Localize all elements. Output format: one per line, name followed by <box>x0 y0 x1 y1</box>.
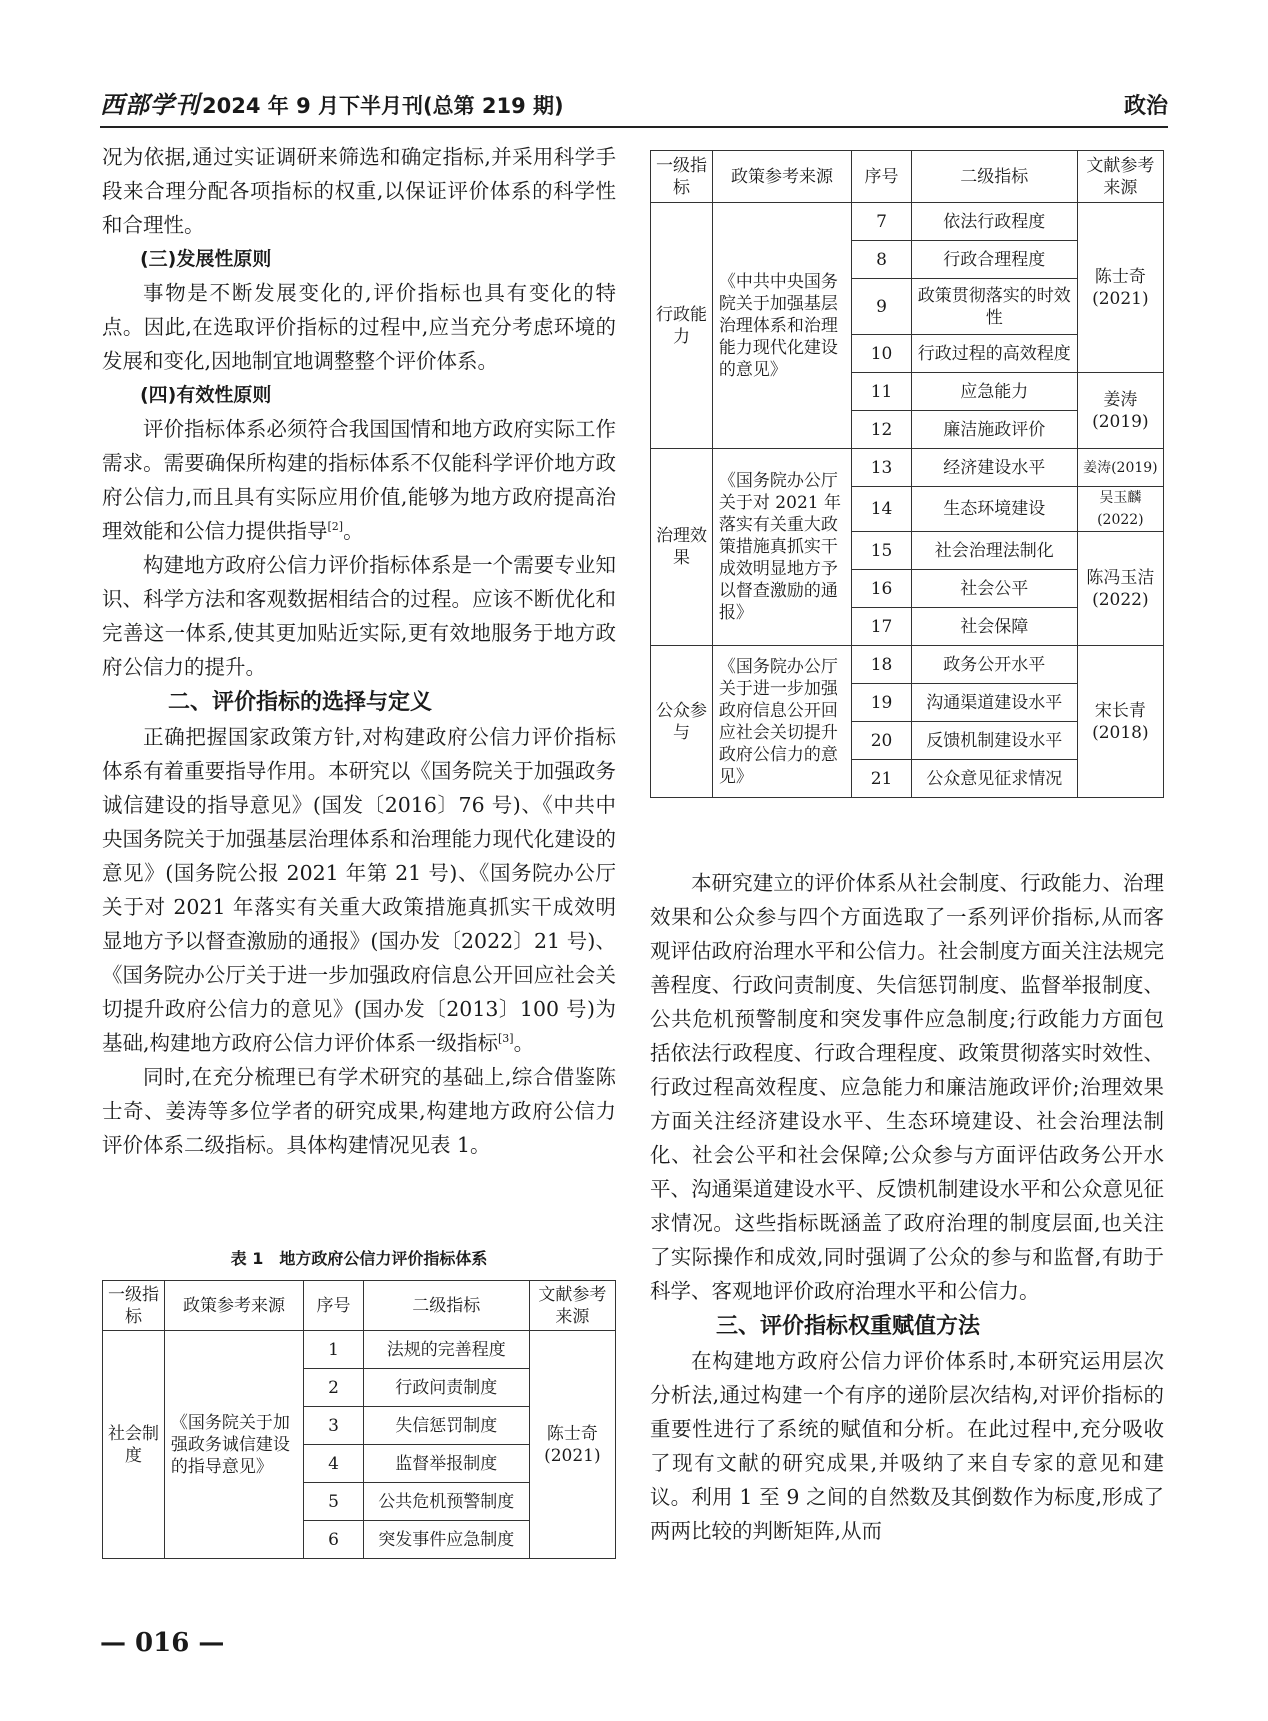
level2-cell: 反馈机制建设水平 <box>911 722 1077 760</box>
level2-cell: 社会公平 <box>911 570 1077 608</box>
index-cell: 3 <box>304 1407 364 1445</box>
table-row <box>651 203 1164 241</box>
level2-cell: 社会治理法制化 <box>911 532 1077 570</box>
table-row <box>651 646 1164 684</box>
journal-logo: 西部学刊 <box>100 90 200 119</box>
level2-cell: 廉洁施政评价 <box>911 411 1077 449</box>
level2-cell: 经济建设水平 <box>911 449 1077 487</box>
table-header: 一级指标 <box>103 1281 165 1331</box>
table-header-row <box>651 151 1164 203</box>
index-cell: 10 <box>852 335 912 373</box>
reference-cell: 陈士奇(2021) <box>529 1331 615 1559</box>
table-header: 文献参考来源 <box>1077 151 1163 203</box>
index-cell: 12 <box>852 411 912 449</box>
reference-cell: 姜涛(2019) <box>1077 373 1163 449</box>
index-cell: 9 <box>852 279 912 335</box>
table-header: 二级指标 <box>911 151 1077 203</box>
section-heading: 三、评价指标权重赋值方法 <box>716 1314 981 1339</box>
level2-cell: 生态环境建设 <box>911 487 1077 532</box>
level2-cell: 政策贯彻落实的时效性 <box>911 279 1077 335</box>
level1-cell: 行政能力 <box>651 203 713 449</box>
level2-cell: 应急能力 <box>911 373 1077 411</box>
level2-cell: 公共危机预警制度 <box>363 1483 529 1521</box>
policy-source-cell: 《中共中央国务院关于加强基层治理体系和治理能力现代化建设的意见》 <box>712 203 851 449</box>
citation: [2] <box>327 520 344 533</box>
indicator-table-part2 <box>650 150 1164 798</box>
index-cell: 15 <box>852 532 912 570</box>
table-header: 序号 <box>304 1281 364 1331</box>
level2-cell: 法规的完善程度 <box>363 1331 529 1369</box>
index-cell: 4 <box>304 1445 364 1483</box>
paragraph-end: 。 <box>513 1031 535 1055</box>
level2-cell: 行政问责制度 <box>363 1369 529 1407</box>
running-header <box>100 84 1168 128</box>
paragraph: 事物是不断发展变化的,评价指标也具有变化的特点。因此,在选取评价指标的过程中,应当充分考虑环境的发展和变化,因地制宜地调整整个评价体系。 <box>102 281 616 373</box>
paragraph: 构建地方政府公信力评价指标体系是一个需要专业知识、科学方法和客观数据相结合的过程。应该不断优化和完善这一体系,使其更加贴近实际,更有效地服务于地方政府公信力的提升。 <box>102 553 616 679</box>
index-cell: 19 <box>852 684 912 722</box>
index-cell: 8 <box>852 241 912 279</box>
reference-cell: 宋长青(2018) <box>1077 646 1163 798</box>
level2-cell: 失信惩罚制度 <box>363 1407 529 1445</box>
paragraph <box>102 412 616 548</box>
issue-info: 2024 年 9 月下半月刊(总第 219 期) <box>202 94 564 118</box>
level1-cell: 社会制度 <box>103 1331 165 1559</box>
index-cell: 17 <box>852 608 912 646</box>
index-cell: 20 <box>852 722 912 760</box>
index-cell: 14 <box>852 487 912 532</box>
table-header: 政策参考来源 <box>164 1281 303 1331</box>
paragraph-text: 评价指标体系必须符合我国国情和地方政府实际工作需求。需要确保所构建的指标体系不仅能科学评价地方政府公信力,而且具有实际应用价值,能够为地方政府提高治理效能和公信力提供指导 <box>102 417 616 543</box>
level2-cell: 公众意见征求情况 <box>911 760 1077 798</box>
index-cell: 1 <box>304 1331 364 1369</box>
table-header: 政策参考来源 <box>712 151 851 203</box>
table-header: 序号 <box>852 151 912 203</box>
level2-cell: 社会保障 <box>911 608 1077 646</box>
reference-cell: 姜涛(2019) <box>1077 449 1163 487</box>
paragraph: 同时,在充分梳理已有学术研究的基础上,综合借鉴陈士奇、姜涛等多位学者的研究成果,构建地方政府公信力评价体系二级指标。具体构建情况见表 1。 <box>102 1065 616 1157</box>
level2-cell: 行政过程的高效程度 <box>911 335 1077 373</box>
index-cell: 2 <box>304 1369 364 1407</box>
table-header: 一级指标 <box>651 151 713 203</box>
level1-cell: 治理效果 <box>651 449 713 646</box>
index-cell: 11 <box>852 373 912 411</box>
level2-cell: 突发事件应急制度 <box>363 1521 529 1559</box>
table-row <box>103 1331 616 1369</box>
reference-cell: 陈士奇(2021) <box>1077 203 1163 373</box>
paragraph: 在构建地方政府公信力评价体系时,本研究运用层次分析法,通过构建一个有序的递阶层次结构,对评价指标的重要性进行了系统的赋值和分析。在此过程中,充分吸收了现有文献的研究成果,并吸纳了来自专家的意见和建议。利用 1 至 9 之间的自然数及其倒数作为标度,形成了两两比较的判断矩阵,从而 <box>650 1349 1164 1543</box>
paragraph: 况为依据,通过实证调研来筛选和确定指标,并采用科学手段来合理分配各项指标的权重,以保证评价体系的科学性和合理性。 <box>102 145 616 237</box>
table-header: 二级指标 <box>363 1281 529 1331</box>
index-cell: 6 <box>304 1521 364 1559</box>
index-cell: 7 <box>852 203 912 241</box>
paragraph-text: 正确把握国家政策方针,对构建政府公信力评价指标体系有着重要指导作用。本研究以《国务院关于加强政务诚信建设的指导意见》(国发〔2016〕76 号)、《中共中央国务院关于加强基层治理体系和治理能力现代化建设的意见》(国务院公报 2021 年第 21 号)、《国务院办公厅关于对 2021 年落实有关重大政策措施真抓实干成效明显地方予以督查激励的通报》(国办发〔2022〕21 号)、《国务院办公厅关于进一步加强政府信息公开回应社会关切提升政府公信力的意见》(国办发〔2013〕100 号)为基础,构建地方政府公信力评价体系一级指标 <box>102 725 616 1055</box>
subsection-heading: (三)发展性原则 <box>140 248 272 270</box>
index-cell: 21 <box>852 760 912 798</box>
paragraph: 本研究建立的评价体系从社会制度、行政能力、治理效果和公众参与四个方面选取了一系列评价指标,从而客观评估政府治理水平和公信力。社会制度方面关注法规完善程度、行政问责制度、失信惩罚制度、监督举报制度、公共危机预警制度和突发事件应急制度;行政能力方面包括依法行政程度、行政合理程度、政策贯彻落实时效性、行政过程高效程度、应急能力和廉洁施政评价;治理效果方面关注经济建设水平、生态环境建设、社会治理法制化、社会公平和社会保障;公众参与方面评估政务公开水平、沟通渠道建设水平、反馈机制建设水平和公众意见征求情况。这些指标既涵盖了政府治理的制度层面,也关注了实际操作和成效,同时强调了公众的参与和监督,有助于科学、客观地评价政府治理水平和公信力。 <box>650 871 1164 1303</box>
level2-cell: 沟通渠道建设水平 <box>911 684 1077 722</box>
section-heading: 二、评价指标的选择与定义 <box>168 690 433 715</box>
level1-cell: 公众参与 <box>651 646 713 798</box>
section-name: 政治 <box>1123 94 1168 119</box>
reference-cell: 吴玉麟(2022) <box>1077 487 1163 532</box>
level2-cell: 政务公开水平 <box>911 646 1077 684</box>
header-left <box>100 85 564 120</box>
indicator-table-part1 <box>102 1280 616 1559</box>
policy-source-cell: 《国务院关于加强政务诚信建设的指导意见》 <box>164 1331 303 1559</box>
table-caption: 表 1 地方政府公信力评价指标体系 <box>230 1249 488 1268</box>
index-cell: 18 <box>852 646 912 684</box>
subsection-heading: (四)有效性原则 <box>140 384 272 406</box>
right-column <box>650 866 1164 1548</box>
policy-source-cell: 《国务院办公厅关于进一步加强政府信息公开回应社会关切提升政府公信力的意见》 <box>712 646 851 798</box>
paragraph-end: 。 <box>343 519 364 543</box>
index-cell: 16 <box>852 570 912 608</box>
policy-source-cell: 《国务院办公厅关于对 2021 年落实有关重大政策措施真抓实干成效明显地方予以督查激励的通报》 <box>712 449 851 646</box>
level2-cell: 依法行政程度 <box>911 203 1077 241</box>
table-header: 文献参考来源 <box>529 1281 615 1331</box>
level2-cell: 行政合理程度 <box>911 241 1077 279</box>
table-header-row <box>103 1281 616 1331</box>
page-number: — 016 — <box>100 1628 225 1658</box>
paragraph <box>102 720 616 1060</box>
level2-cell: 监督举报制度 <box>363 1445 529 1483</box>
index-cell: 5 <box>304 1483 364 1521</box>
reference-cell: 陈冯玉洁(2022) <box>1077 532 1163 646</box>
index-cell: 13 <box>852 449 912 487</box>
citation: [3] <box>498 1032 514 1045</box>
left-column <box>102 140 616 1162</box>
table-row <box>651 449 1164 487</box>
